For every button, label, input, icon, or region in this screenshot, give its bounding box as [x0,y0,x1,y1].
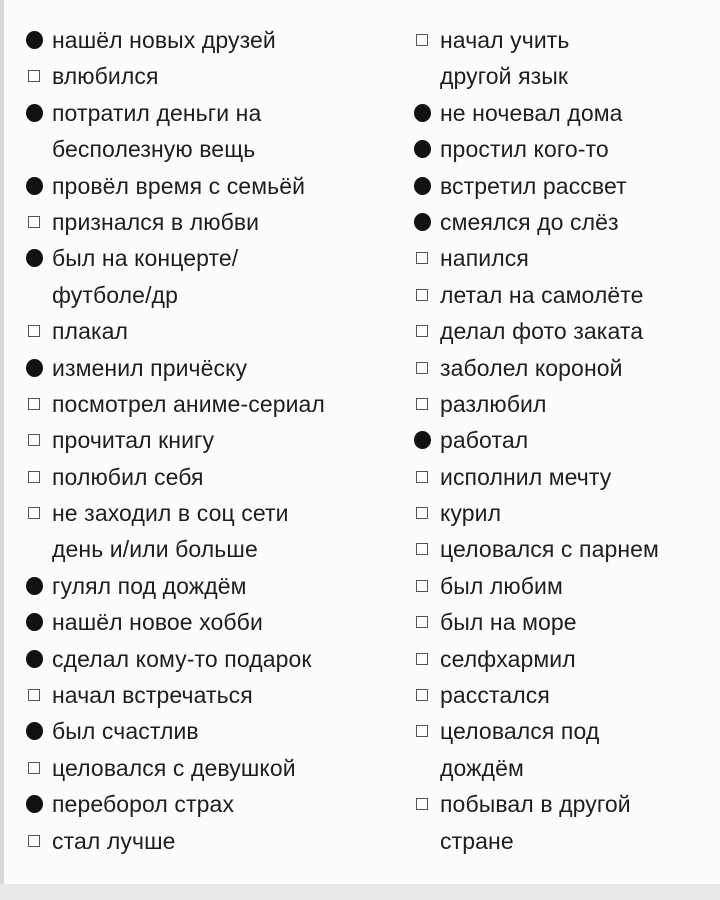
checklist-item-label: день и/или больше [52,536,258,563]
filled-mark-icon[interactable] [26,577,43,595]
checklist-item-label: гулял под дождём [52,572,247,599]
checklist-item[interactable] [412,786,717,859]
filled-mark-icon[interactable] [26,722,43,740]
empty-checkbox-icon[interactable] [28,325,40,337]
checklist-item[interactable] [412,168,717,204]
checklist-item-label: летал на самолёте [440,281,644,308]
checklist-sheet [4,0,720,884]
checklist-item-label: сделал кому-то подарок [52,645,312,672]
checklist-item[interactable] [412,531,717,567]
checklist-item[interactable] [412,22,717,95]
empty-checkbox-icon[interactable] [28,70,40,82]
empty-checkbox-icon[interactable] [416,289,428,301]
checklist-item[interactable] [412,204,717,240]
checklist-item-label: целовался с парнем [440,536,659,563]
checklist-item-label: посмотрел аниме-сериал [52,390,325,417]
checklist-item-label: был любим [440,572,563,599]
checklist-item[interactable] [412,641,717,677]
filled-mark-icon[interactable] [26,249,43,267]
empty-checkbox-icon[interactable] [28,471,40,483]
checklist-item-label: целовался с девушкой [52,754,296,781]
checklist-item[interactable] [412,713,717,786]
checklist-item-label: бесполезную вещь [52,136,256,163]
checklist-item-label: встретил рассвет [440,172,627,199]
empty-checkbox-icon[interactable] [416,507,428,519]
checklist-item[interactable] [24,750,404,786]
empty-checkbox-icon[interactable] [416,798,428,810]
checklist-item-label: влюбился [52,63,159,90]
filled-mark-icon[interactable] [414,177,431,195]
checklist-item[interactable] [24,422,404,458]
empty-checkbox-icon[interactable] [28,216,40,228]
filled-mark-icon[interactable] [26,31,43,49]
checklist-item[interactable] [412,277,717,313]
checklist-item[interactable] [412,495,717,531]
checklist-item-label: полюбил себя [52,463,204,490]
checklist-item-label: разлюбил [440,390,547,417]
checklist-item-label: дождём [440,754,524,781]
filled-mark-icon[interactable] [414,213,431,231]
image-bottom-strip [0,884,720,900]
checklist-item[interactable] [24,604,404,640]
checklist-item-label: был на море [440,609,577,636]
checklist-item[interactable] [24,240,404,313]
filled-mark-icon[interactable] [26,177,43,195]
checklist-item-label: провёл время с семьёй [52,172,306,199]
checklist-item[interactable] [412,677,717,713]
checklist-item[interactable] [412,350,717,386]
checklist-item-label: делал фото заката [440,318,644,345]
checklist-item[interactable] [24,95,404,168]
checklist-item-label: нашёл новых друзей [52,27,276,53]
checklist-item[interactable] [412,240,717,276]
checklist-item-label: начал учить [440,27,570,53]
checklist-item-label: стране [440,827,514,854]
filled-mark-icon[interactable] [414,431,431,449]
checklist-item-label: признался в любви [52,208,260,235]
checklist-item-label: переборол страх [52,791,235,818]
checklist-item-label: был счастлив [52,718,199,745]
checklist-item[interactable] [24,204,404,240]
checklist-item-label: плакал [52,318,129,345]
checklist-item[interactable] [24,168,404,204]
checklist-item-label: прочитал книгу [52,427,215,454]
checklist-item[interactable] [412,95,717,131]
checklist-item[interactable] [412,459,717,495]
empty-checkbox-icon[interactable] [416,252,428,264]
checklist-item-label: смеялся до слёз [440,208,619,235]
empty-checkbox-icon[interactable] [416,34,428,46]
empty-checkbox-icon[interactable] [28,434,40,446]
empty-checkbox-icon[interactable] [416,725,428,737]
checklist-right-column [412,22,717,859]
checklist-item-label: напился [440,245,529,272]
empty-checkbox-icon[interactable] [28,835,40,847]
checklist-item-label: потратил деньги на [52,99,262,126]
checklist-item-label: футболе/др [52,281,178,308]
filled-mark-icon[interactable] [414,104,431,122]
checklist-item[interactable] [412,422,717,458]
checklist-item-label: расстался [440,682,550,709]
filled-mark-icon[interactable] [26,650,43,668]
checklist-item-label: не заходил в соц сети [52,500,289,527]
empty-checkbox-icon[interactable] [416,580,428,592]
checklist-item[interactable] [412,568,717,604]
checklist-item[interactable] [24,641,404,677]
checklist-item[interactable] [24,58,404,94]
empty-checkbox-icon[interactable] [28,689,40,701]
checklist-item-label: селфхармил [440,645,576,672]
checklist-item[interactable] [412,386,717,422]
empty-checkbox-icon[interactable] [416,362,428,374]
empty-checkbox-icon[interactable] [416,543,428,555]
checklist-item-label: был на концерте/ [52,245,239,272]
filled-mark-icon[interactable] [26,613,43,631]
checklist-item[interactable] [412,604,717,640]
checklist-item[interactable] [412,131,717,167]
empty-checkbox-icon[interactable] [416,689,428,701]
empty-checkbox-icon[interactable] [28,398,40,410]
checklist-item[interactable] [24,495,404,568]
checklist-item[interactable] [24,350,404,386]
filled-mark-icon[interactable] [26,795,43,813]
checklist-item[interactable] [24,823,404,859]
checklist-item-label: работал [440,427,529,454]
empty-checkbox-icon[interactable] [416,398,428,410]
empty-checkbox-icon[interactable] [28,762,40,774]
checklist-item[interactable] [24,22,404,58]
checklist-item-label: не ночевал дома [440,99,623,126]
checklist-item-label: нашёл новое хобби [52,609,263,636]
checklist-item-label: побывал в другой [440,791,631,818]
checklist-item[interactable] [24,677,404,713]
checklist-item-label: исполнил мечту [440,463,612,490]
checklist-item[interactable] [24,568,404,604]
checklist-item[interactable] [24,313,404,349]
checklist-item-label: начал встречаться [52,682,253,709]
checklist-item-label: изменил причёску [52,354,248,381]
filled-mark-icon[interactable] [26,104,43,122]
checklist-item[interactable] [412,313,717,349]
checklist-item-label: заболел короной [440,354,623,381]
empty-checkbox-icon[interactable] [416,471,428,483]
checklist-item-label: другой язык [440,63,569,90]
empty-checkbox-icon[interactable] [416,325,428,337]
checklist-item-label: стал лучше [52,827,176,854]
checklist-item-label: целовался под [440,718,600,745]
empty-checkbox-icon[interactable] [416,653,428,665]
empty-checkbox-icon[interactable] [416,616,428,628]
empty-checkbox-icon[interactable] [28,507,40,519]
filled-mark-icon[interactable] [26,359,43,377]
checklist-item[interactable] [24,386,404,422]
checklist-left-column [24,22,404,859]
checklist-item[interactable] [24,713,404,749]
checklist-item-label: курил [440,500,502,527]
checklist-item[interactable] [24,786,404,822]
checklist-item-label: простил кого-то [440,136,609,163]
checklist-item[interactable] [24,459,404,495]
filled-mark-icon[interactable] [414,140,431,158]
